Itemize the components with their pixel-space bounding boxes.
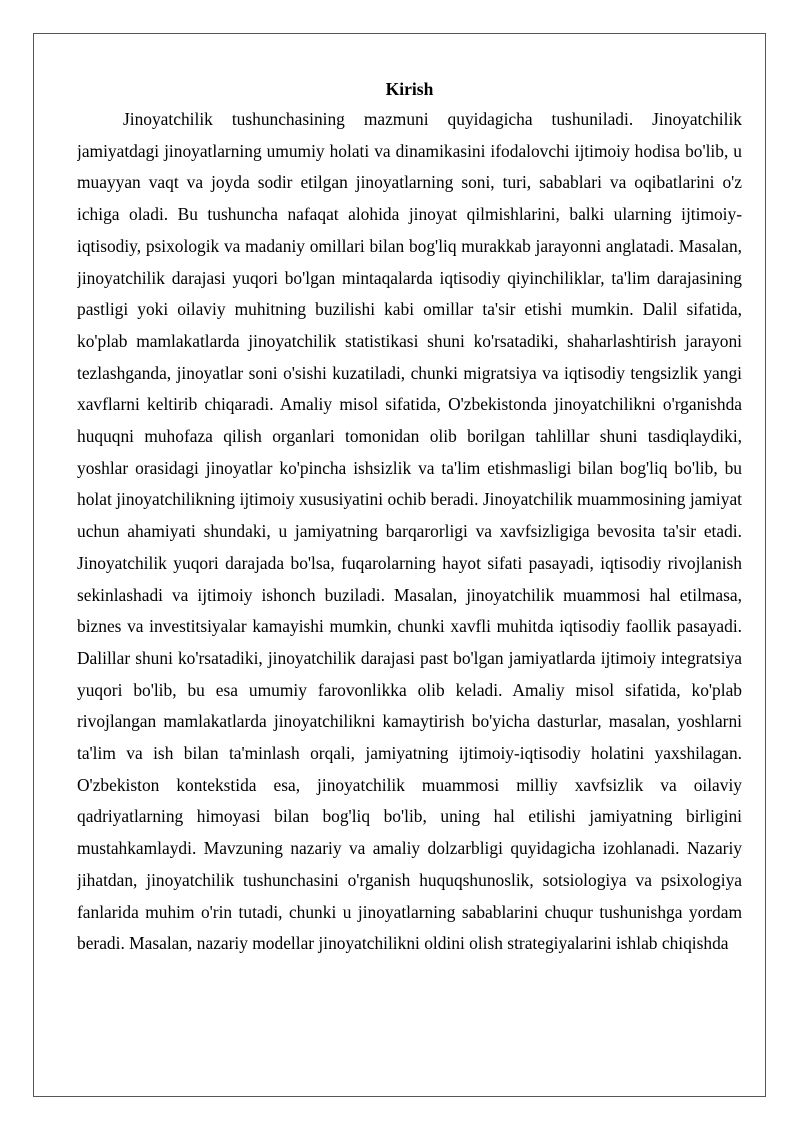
document-content bbox=[77, 74, 742, 1055]
document-body-paragraph: Jinoyatchilik tushunchasining mazmuni quyidagicha tushuniladi. Jinoyatchilik jamiyatdagi jinoyatlarning umumiy holati va dinamikasini ifodalovchi ijtimoiy hodisa bo'lib, u muayyan vaqt va joyda sodir etilgan jinoyatlarning soni, turi, sabablari va oqibatlarini o'z ichiga oladi. Bu tushuncha nafaqat alohida jinoyat qilmishlarini, balki ularning ijtimoiy-iqtisodiy, psixologik va madaniy omillari bilan bog'liq murakkab jarayonni anglatadi. Masalan, jinoyatchilik darajasi yuqori bo'lgan mintaqalarda iqtisodiy qiyinchiliklar, ta'lim darajasining pastligi yoki oilaviy muhitning buzilishi kabi omillar ta'sir etishi mumkin. Dalil sifatida, ko'plab mamlakatlarda jinoyatchilik statistikasi shuni ko'rsatadiki, shaharlashtirish jarayoni tezlashganda, jinoyatlar soni o'sishi kuzatiladi, chunki migratsiya va iqtisodiy tengsizlik yangi xavflarni keltirib chiqaradi. Amaliy misol sifatida, O'zbekistonda jinoyatchilikni o'rganishda huquqni muhofaza qilish organlari tomonidan olib borilgan tahlillar shuni tasdiqlaydiki, yoshlar orasidagi jinoyatlar ko'pincha ishsizlik va ta'lim etishmasligi bilan bog'liq bo'lib, bu holat jinoyatchilikning ijtimoiy xususiyatini ochib beradi. Jinoyatchilik muammosining jamiyat uchun ahamiyati shundaki, u jamiyatning barqarorligi va xavfsizligiga bevosita ta'sir etadi. Jinoyatchilik yuqori darajada bo'lsa, fuqarolarning hayot sifati pasayadi, iqtisodiy rivojlanish sekinlashadi va ijtimoiy ishonch buziladi. Masalan, jinoyatchilik muammosi hal etilmasa, biznes va investitsiyalar kamayishi mumkin, chunki xavfli muhitda iqtisodiy faollik pasayadi. Dalillar shuni ko'rsatadiki, jinoyatchilik darajasi past bo'lgan jamiyatlarda ijtimoiy integratsiya yuqori bo'lib, bu esa umumiy farovonlikka olib keladi. Amaliy misol sifatida, ko'plab rivojlangan mamlakatlarda jinoyatchilikni kamaytirish bo'yicha dasturlar, masalan, yoshlarni ta'lim va ish bilan ta'minlash orqali, jamiyatning ijtimoiy-iqtisodiy holatini yaxshilagan. O'zbekiston kontekstida esa, jinoyatchilik muammosi milliy xavfsizlik va oilaviy qadriyatlarning himoyasi bilan bog'liq bo'lib, uning hal etilishi jamiyatning birligini mustahkamlaydi. Mavzuning nazariy va amaliy dolzarbligi quyidagicha izohlanadi. Nazariy jihatdan, jinoyatchilik tushunchasini o'rganish huquqshunoslik, sotsiologiya va psixologiya fanlarida muhim o'rin tutadi, chunki u jinoyatlarning sabablarini chuqur tushunishga yordam beradi. Masalan, nazariy modellar jinoyatchilikni oldini olish strategiyalarini ishlab chiqishda bbox=[77, 109, 742, 954]
document-title: Kirish bbox=[385, 79, 434, 99]
